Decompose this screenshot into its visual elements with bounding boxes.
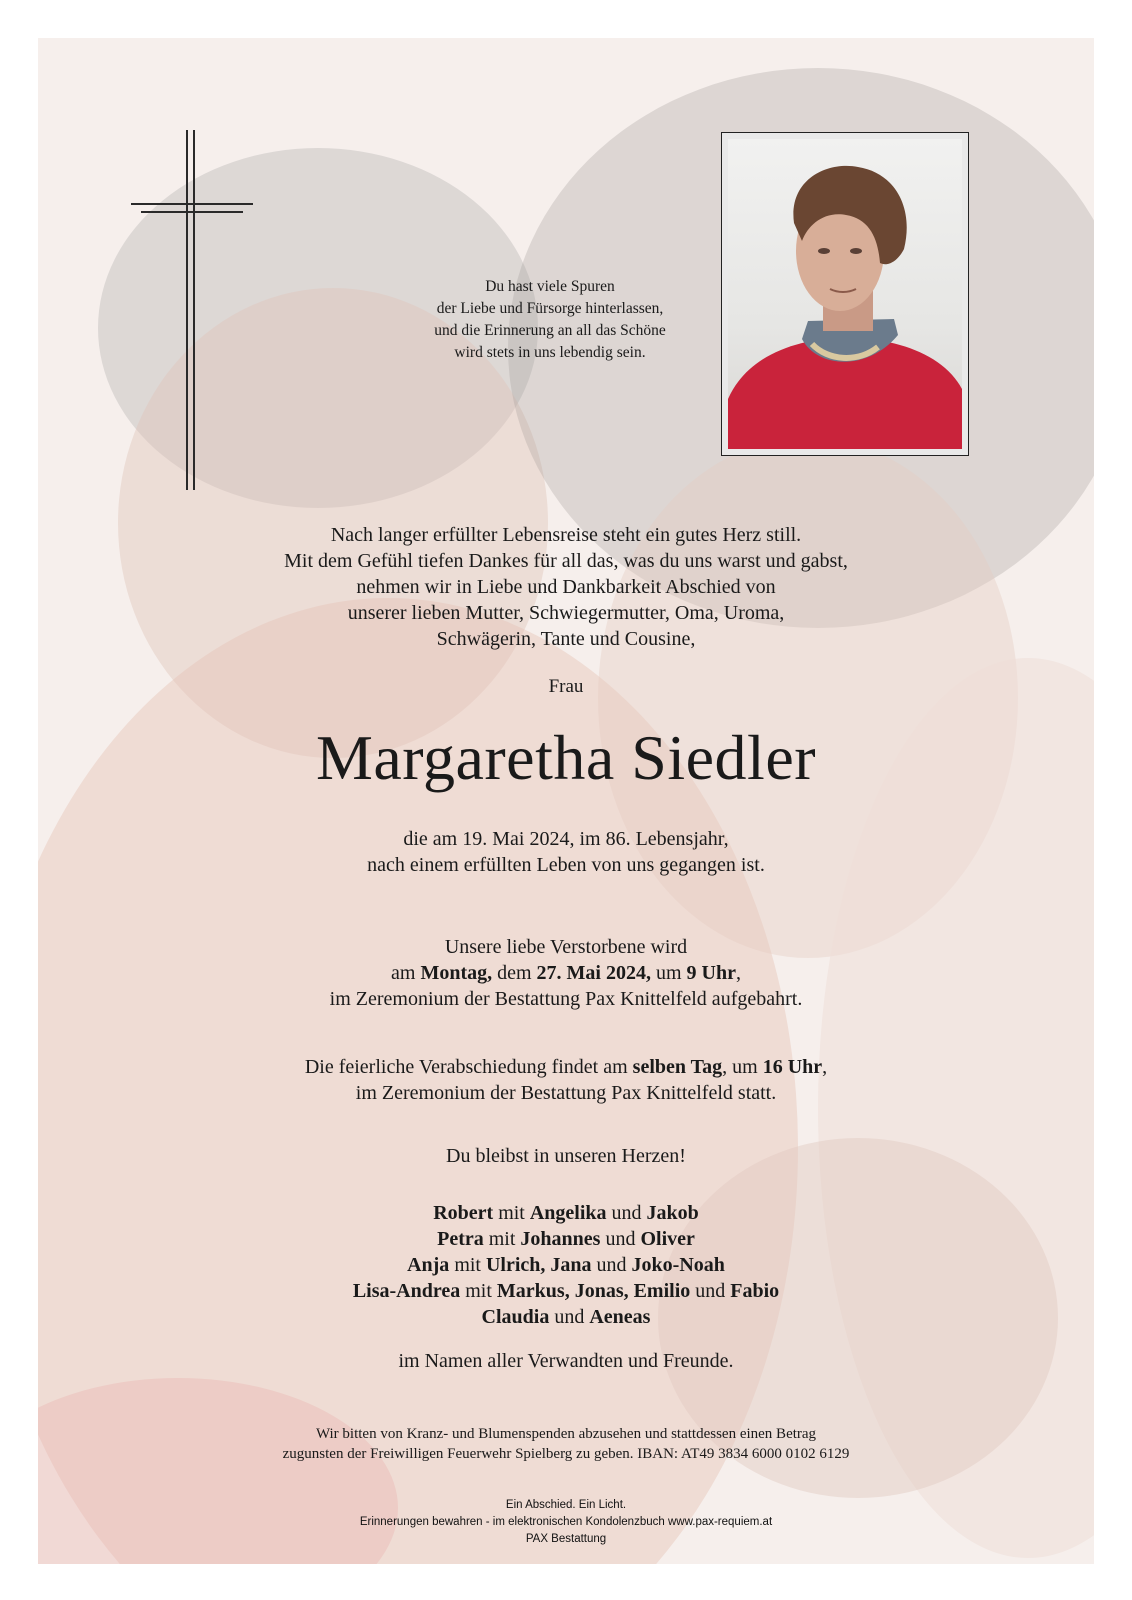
- text: am: [391, 962, 421, 984]
- family-name: Fabio: [730, 1280, 780, 1302]
- family-name: Anja: [407, 1254, 450, 1276]
- intro-line: nehmen wir in Liebe und Dankbarkeit Abschied von: [356, 576, 776, 598]
- family-name: Aeneas: [589, 1306, 651, 1328]
- family-line: [0, 1252, 1132, 1278]
- deceased-name: Margaretha Siedler: [315, 722, 817, 793]
- family-name: Jakob: [646, 1202, 699, 1224]
- verse-line: Du hast viele Spuren: [485, 278, 615, 295]
- viewing-date: 27. Mai 2024,: [536, 962, 651, 984]
- farewell-day: selben Tag: [632, 1056, 723, 1078]
- intro-line: Schwägerin, Tante und Cousine,: [436, 628, 696, 650]
- footer-condolence-link: Erinnerungen bewahren - im elektronischen Kondolenzbuch www.pax-requiem.at: [359, 1516, 773, 1528]
- donation-request: [0, 1424, 1132, 1464]
- text: , um: [722, 1056, 763, 1078]
- death-notice-line: die am 19. Mai 2024, im 86. Lebensjahr,: [403, 828, 729, 850]
- footer: [0, 1497, 1132, 1548]
- portrait-illustration: [728, 139, 962, 449]
- viewing-day: Montag,: [420, 962, 493, 984]
- viewing-date-line: [0, 960, 1132, 986]
- cross-symbol-bar: [131, 203, 253, 205]
- family-name: Angelika: [529, 1202, 607, 1224]
- death-notice: [0, 826, 1132, 878]
- farewell-time-line: [0, 1054, 1132, 1080]
- cross-symbol: [186, 130, 188, 490]
- footer-company: PAX Bestattung: [525, 1533, 607, 1545]
- text: und: [549, 1306, 590, 1328]
- portrait-frame: [721, 132, 969, 456]
- text: ,: [822, 1056, 828, 1078]
- farewell-notice: [0, 1054, 1132, 1106]
- family-line: [0, 1200, 1132, 1226]
- farewell-time: 16 Uhr: [762, 1056, 823, 1078]
- family-list: [0, 1200, 1132, 1330]
- family-name: Claudia: [481, 1306, 550, 1328]
- family-name: Joko-Noah: [631, 1254, 725, 1276]
- text: und: [600, 1228, 641, 1250]
- viewing-line: Unsere liebe Verstorbene wird: [444, 936, 688, 958]
- family-name: Johannes: [520, 1228, 601, 1250]
- donation-line: zugunsten der Freiwilligen Feuerwehr Spielberg zu geben. IBAN: AT49 3834 6000 0102 6129: [282, 1446, 850, 1462]
- memorial-verse: [400, 276, 700, 364]
- cross-symbol-line: [193, 130, 195, 490]
- family-name: Markus, Jonas, Emilio: [496, 1280, 691, 1302]
- family-name: Lisa-Andrea: [352, 1280, 461, 1302]
- intro-line: Mit dem Gefühl tiefen Dankes für all das, was du uns warst und gabst,: [284, 550, 848, 572]
- text: um: [650, 962, 687, 984]
- salutation: Frau: [548, 676, 584, 697]
- text: und: [690, 1280, 731, 1302]
- viewing-notice: [0, 934, 1132, 1012]
- verse-line: wird stets in uns lebendig sein.: [454, 344, 646, 361]
- farewell-line: im Zeremonium der Bestattung Pax Knittelfeld statt.: [355, 1082, 777, 1104]
- text: Die feierliche Verabschiedung findet am: [304, 1056, 633, 1078]
- death-notice-line: nach einem erfüllten Leben von uns gegangen ist.: [367, 854, 765, 876]
- footer-slogan: Ein Abschied. Ein Licht.: [505, 1499, 627, 1511]
- cross-symbol-bar: [141, 211, 243, 213]
- verse-line: und die Erinnerung an all das Schöne: [434, 322, 666, 339]
- viewing-time: 9 Uhr: [686, 962, 736, 984]
- text: dem: [492, 962, 537, 984]
- text: mit: [493, 1202, 530, 1224]
- family-name: Ulrich, Jana: [485, 1254, 592, 1276]
- remembrance-line: Du bleibst in unseren Herzen!: [446, 1145, 686, 1167]
- family-line: [0, 1226, 1132, 1252]
- verse-line: der Liebe und Fürsorge hinterlassen,: [436, 300, 664, 317]
- family-name: Robert: [433, 1202, 494, 1224]
- donation-line: Wir bitten von Kranz- und Blumenspenden abzusehen und stattdessen einen Betrag: [315, 1426, 817, 1442]
- family-line: [0, 1304, 1132, 1330]
- family-name: Oliver: [640, 1228, 695, 1250]
- text: mit: [449, 1254, 486, 1276]
- family-name: Petra: [437, 1228, 484, 1250]
- viewing-line: im Zeremonium der Bestattung Pax Knittelfeld aufgebahrt.: [329, 988, 803, 1010]
- intro-line: Nach langer erfüllter Lebensreise steht ein gutes Herz still.: [330, 524, 802, 546]
- text: und: [606, 1202, 647, 1224]
- text: und: [591, 1254, 632, 1276]
- family-line: [0, 1278, 1132, 1304]
- on-behalf-line: im Namen aller Verwandten und Freunde.: [398, 1350, 734, 1372]
- text: ,: [736, 962, 741, 984]
- intro-text: [0, 522, 1132, 652]
- portrait-photo: [728, 139, 962, 449]
- text: mit: [483, 1228, 521, 1250]
- text: mit: [460, 1280, 497, 1302]
- intro-line: unserer lieben Mutter, Schwiegermutter, Oma, Uroma,: [347, 602, 785, 624]
